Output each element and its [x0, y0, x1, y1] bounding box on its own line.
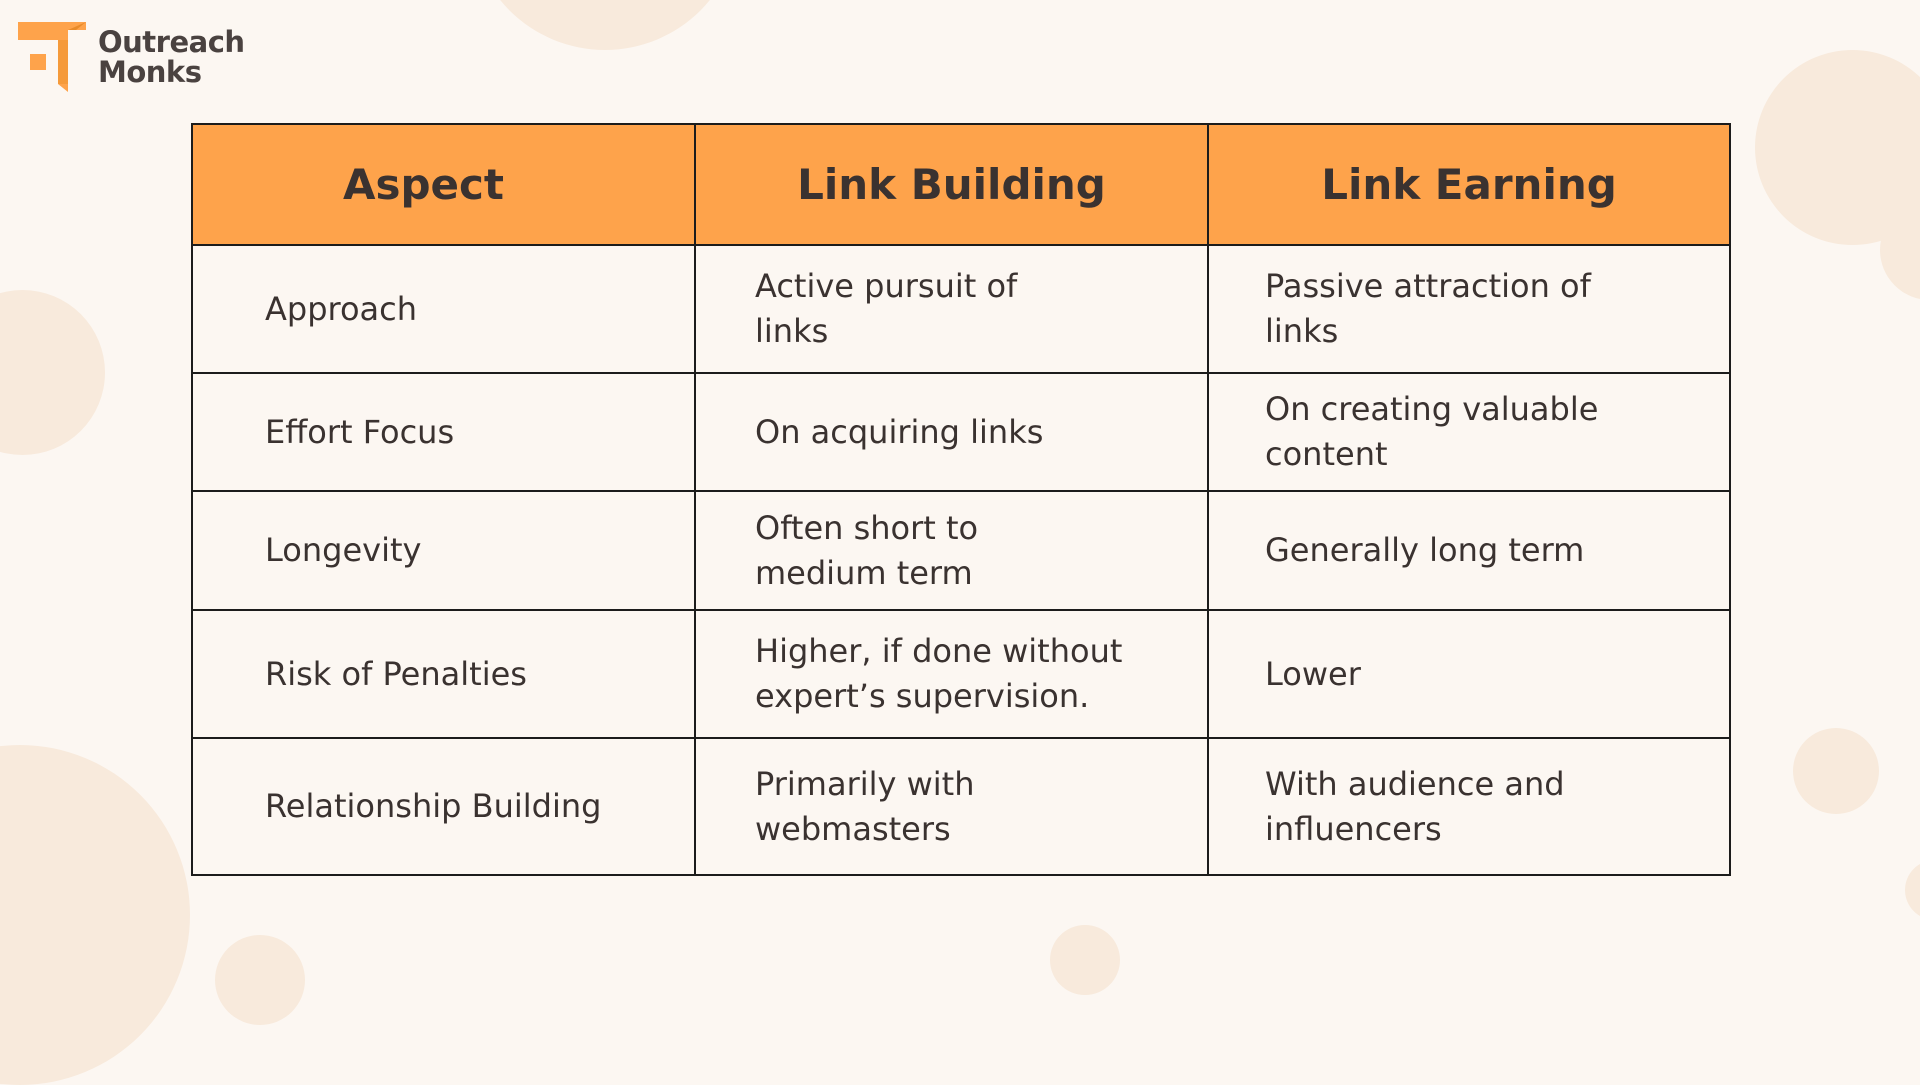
cell-text: Active pursuit of links [755, 267, 1018, 350]
cell-link-building [695, 491, 1208, 610]
cell-link-earning [1208, 738, 1730, 875]
cell-text: With audience and influencers [1265, 764, 1565, 848]
header-link-building [695, 124, 1208, 245]
header-link-earning [1208, 124, 1730, 245]
cell-link-earning [1208, 491, 1730, 610]
table-row [192, 738, 1730, 875]
table-row [192, 610, 1730, 738]
cell-link-earning [1208, 610, 1730, 738]
cell-aspect [192, 491, 695, 610]
cell-link-earning [1208, 245, 1730, 373]
background-circle [470, 0, 740, 50]
cell-text: Often short to medium term [755, 508, 979, 592]
cell-text: Relationship Building [265, 787, 602, 825]
cell-text: On acquiring links [755, 412, 1044, 451]
brand-name-line2: Monks [98, 55, 202, 89]
cell-text: Effort Focus [265, 412, 455, 451]
header-label: Link Earning [1321, 160, 1617, 209]
background-circle [215, 935, 305, 1025]
header-label: Aspect [342, 160, 505, 209]
cell-text: Generally long term [1265, 531, 1585, 569]
cell-aspect [192, 610, 695, 738]
cell-text: Risk of Penalties [265, 654, 527, 693]
brand-logo [18, 22, 245, 92]
table-row [192, 491, 1730, 610]
cell-text: Longevity [265, 531, 422, 569]
table-row [192, 245, 1730, 373]
cell-text: Primarily with webmasters [755, 764, 975, 848]
table-row [192, 373, 1730, 491]
background-circle [0, 290, 105, 455]
cell-link-building [695, 610, 1208, 738]
background-circle [1793, 728, 1879, 814]
cell-text: Higher, if done without expert’s supervision. [755, 632, 1123, 715]
cell-text: Passive attraction of links [1265, 267, 1591, 350]
cell-link-building [695, 373, 1208, 491]
header-aspect [192, 124, 695, 245]
brand-wordmark [98, 27, 245, 87]
cell-link-building [695, 738, 1208, 875]
comparison-table [191, 123, 1731, 876]
outreach-monks-logo-icon [18, 22, 88, 92]
background-circle [0, 745, 190, 1085]
header-label: Link Building [797, 160, 1106, 209]
background-circle [1050, 925, 1120, 995]
cell-text: On creating valuable content [1265, 390, 1599, 473]
cell-aspect [192, 245, 695, 373]
cell-aspect [192, 373, 695, 491]
cell-link-earning [1208, 373, 1730, 491]
cell-aspect [192, 738, 695, 875]
background-circle [1905, 860, 1920, 920]
cell-text: Lower [1265, 654, 1361, 693]
cell-text: Approach [265, 289, 418, 328]
brand-name-line1: Outreach [98, 25, 245, 59]
table-header-row [192, 124, 1730, 245]
cell-link-building [695, 245, 1208, 373]
